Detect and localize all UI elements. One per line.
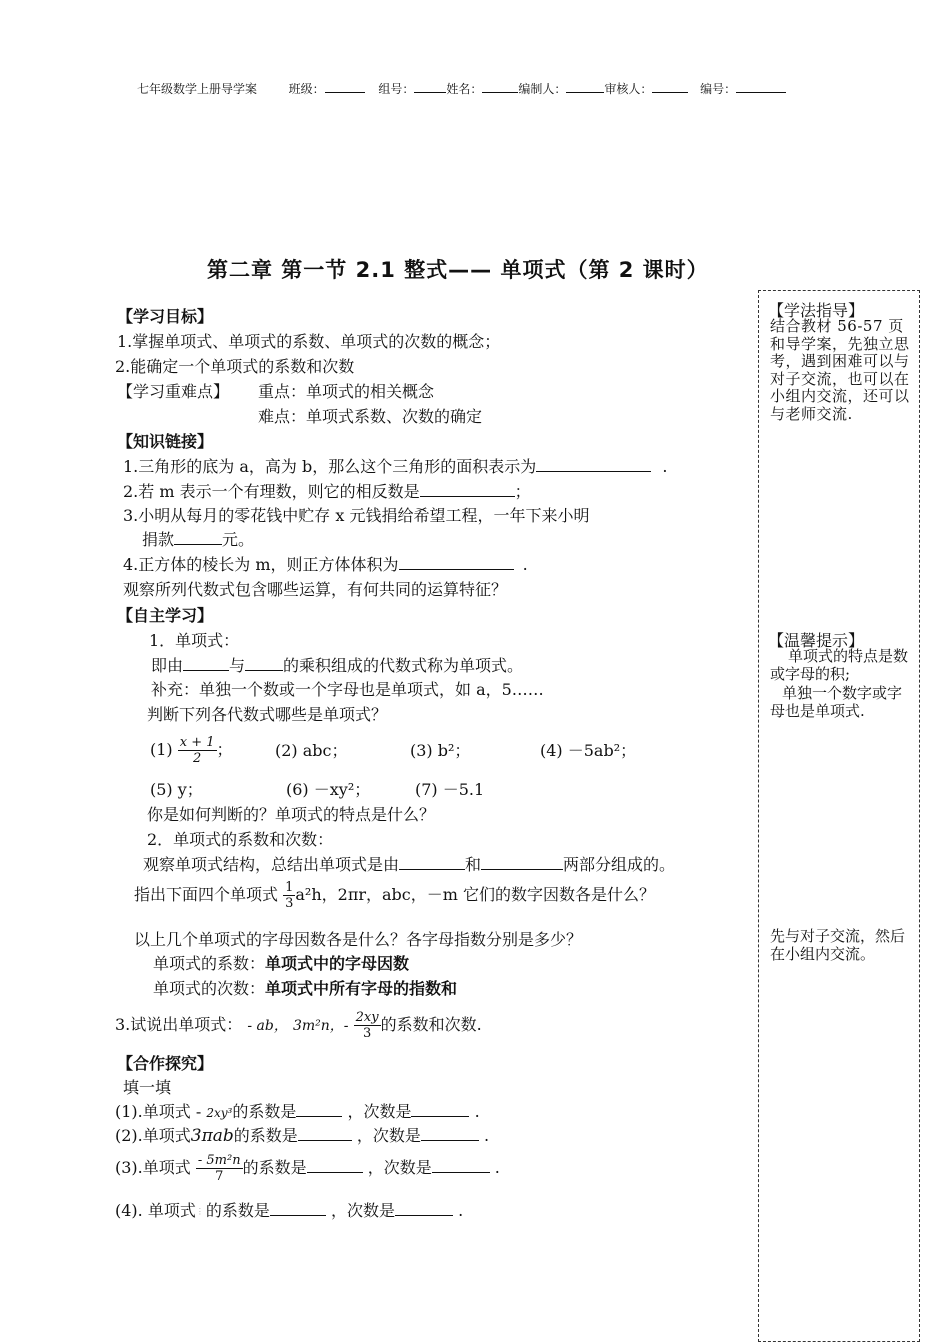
deg-def-text: 单项式中所有字母的指数和 [265, 979, 458, 998]
s2-observe-a: 观察单项式结构，总结出单项式是由 [143, 855, 400, 874]
s2-blank-1[interactable] [399, 855, 465, 870]
c1-mid: ，次数是 [347, 1102, 412, 1121]
s3-b: 的系数和次数. [380, 1015, 482, 1034]
editor-label: 编制人： [518, 82, 567, 96]
key-heading: 【学习重难点】 [117, 382, 230, 401]
link-q3b [142, 527, 254, 550]
c3-mid: ，次数是 [367, 1158, 432, 1177]
c3-deg-blank[interactable] [432, 1158, 490, 1173]
c1-deg-blank[interactable] [411, 1102, 469, 1117]
group-blank[interactable] [414, 80, 446, 93]
sidebar-frame [758, 290, 920, 1342]
c2-expr: 3πab [190, 1126, 234, 1146]
self-study-heading: 【自主学习】 [117, 606, 214, 625]
s2-point-num: 1 [285, 880, 294, 895]
c1-expr: 2xy³ [206, 1106, 233, 1120]
reviewer-blank[interactable] [652, 80, 688, 93]
goal-item-2: 2.能确定一个单项式的系数和次数 [115, 357, 355, 376]
course-name: 七年级数学上册导学案 [137, 82, 258, 96]
link-q2-text: 2.若 m 表示一个有理数，则它的相反数是 [123, 482, 420, 501]
c1-coef-blank[interactable] [296, 1102, 342, 1117]
deg-label: 单项式的次数： [153, 979, 266, 998]
item-4: (4) －5ab²； [540, 741, 637, 760]
goals-heading: 【学习目标】 [117, 307, 214, 326]
reviewer-label: 审核人： [604, 82, 653, 96]
c1-end: . [474, 1102, 480, 1121]
s2-observe-c: 两部分组成的。 [563, 855, 676, 874]
link-q2-end: ； [514, 482, 531, 501]
item-6: (6) －xy²； [286, 780, 371, 799]
link-q1-text: 1.三角形的底为 a，高为 b，那么这个三角形的面积表示为 [123, 457, 537, 476]
link-q3b-text: 捐款 [142, 530, 175, 549]
s1-blank-1[interactable] [183, 656, 229, 671]
s1-note: 补充：单独一个数或一个字母也是单项式，如 a，5…… [151, 680, 544, 699]
coop-q3 [115, 1153, 500, 1184]
coop-q1 [115, 1099, 480, 1122]
link-q4 [123, 552, 528, 575]
item-1-end: ； [216, 740, 233, 759]
s3-den: 3 [362, 1026, 372, 1041]
guide-heading: 【学法指导】 [768, 301, 865, 320]
link-q4-text: 4.正方体的棱长为 m，则正方体体积为 [123, 555, 399, 574]
c3-fraction [196, 1153, 243, 1184]
coefficient-def [153, 951, 409, 974]
s2-observe [143, 852, 675, 875]
item-3: (3) b²； [410, 741, 471, 760]
item-1-label: (1) [150, 740, 173, 759]
coop-q4 [115, 1198, 463, 1221]
s3-monomial-2: 3m²n，- [292, 1018, 349, 1034]
item-2: (2) abc； [275, 741, 348, 760]
fill-label: 填一填 [123, 1078, 172, 1097]
s1-blank-2[interactable] [245, 656, 283, 671]
name-blank[interactable] [482, 80, 518, 93]
name-label: 姓名： [446, 82, 483, 96]
coef-label: 单项式的系数： [153, 954, 266, 973]
s3-question [115, 1010, 482, 1041]
s2-point-fraction [283, 880, 295, 911]
group-label: 组号： [378, 82, 415, 96]
c2-coef-blank[interactable] [298, 1126, 352, 1141]
s1-def-c: 的乘积组成的代数式称为单项式。 [283, 656, 524, 675]
class-label: 班级： [288, 82, 325, 96]
c3-end: . [494, 1158, 500, 1177]
c4-deg-blank[interactable] [395, 1201, 453, 1216]
page-title: 第二章 第一节 2.1 整式—— 单项式（第 2 课时） [207, 258, 709, 282]
class-blank[interactable] [325, 80, 365, 93]
s1-title: 1．单项式： [149, 631, 240, 650]
c2-mid: ，次数是 [356, 1126, 421, 1145]
tip-heading: 【温馨提示】 [768, 631, 865, 650]
item-1-num: x + 1 [179, 735, 215, 750]
page-header [137, 80, 786, 97]
item-1 [150, 735, 233, 766]
s1-def-b: 与 [229, 656, 246, 675]
s1-question: 你是如何判断的？单项式的特点是什么？ [147, 805, 436, 824]
s2-letters: 以上几个单项式的字母因数各是什么？各字母指数分别是多少？ [134, 930, 583, 949]
link-q2-blank[interactable] [420, 482, 515, 497]
item-1-den: 2 [193, 751, 202, 766]
link-q1-end: . [662, 457, 668, 476]
coop-q2 [115, 1123, 489, 1146]
number-blank[interactable] [736, 80, 786, 93]
goal-item-1: 1.掌握单项式、单项式的系数、单项式的次数的概念； [117, 332, 501, 351]
c4-end: . [458, 1201, 464, 1220]
c4-expr-placeholder: ⋮ [195, 1207, 204, 1216]
number-label: 编号： [700, 82, 737, 96]
c2-b: 的系数是 [233, 1126, 298, 1145]
link-q1-blank[interactable] [536, 457, 651, 472]
s2-observe-b: 和 [465, 855, 482, 874]
degree-def [153, 976, 457, 999]
guide-text: 结合教材 56-57 页和导学案，先独立思考，遇到困难可以与对子交流，也可以在小组内交流，还可以与老师交流. [770, 317, 910, 423]
s3-num: 2xy [355, 1010, 379, 1025]
links-heading: 【知识链接】 [117, 432, 214, 451]
c4-mid: ，次数是 [330, 1201, 395, 1220]
c1-b: 的系数是 [232, 1102, 297, 1121]
link-q4-blank[interactable] [399, 555, 514, 570]
link-q3a: 3.小明从每月的零花钱中贮存 x 元钱捐给希望工程，一年下来小明 [123, 506, 590, 525]
tip-text-2: 单独一个数字或字母也是单项式. [770, 684, 903, 720]
link-observe: 观察所列代数式包含哪些运算，有何共同的运算特征？ [123, 580, 508, 599]
s3-monomial-1: - ab， [247, 1018, 288, 1034]
cooperate-heading: 【合作探究】 [117, 1054, 214, 1073]
c3-den: 7 [215, 1169, 224, 1184]
link-q2 [123, 479, 531, 502]
s2-point-b: a²h，2πr，abc，－m 它们的数字因数各是什么？ [295, 885, 655, 904]
c4-coef-blank[interactable] [270, 1201, 326, 1216]
s3-fraction [354, 1010, 381, 1041]
c3-coef-blank[interactable] [307, 1158, 363, 1173]
difficult-point: 难点：单项式系数、次数的确定 [258, 407, 483, 426]
tip-text-1: 单项式的特点是数或字母的积; [770, 647, 909, 683]
link-q1 [123, 454, 667, 477]
c2-a: (2).单项式 [115, 1126, 191, 1145]
s2-blank-2[interactable] [481, 855, 563, 870]
s1-definition [151, 653, 523, 676]
s1-def-a: 即由 [151, 656, 184, 675]
c1-a: (1).单项式 - [115, 1102, 202, 1121]
item-7: (7) －5.1 [415, 780, 485, 799]
s3-a: 3.试说出单项式： [115, 1015, 243, 1034]
c3-a: (3).单项式 [115, 1158, 191, 1177]
editor-blank[interactable] [566, 80, 604, 93]
item-1-fraction [178, 735, 217, 766]
exchange-text: 先与对子交流，然后在小组内交流。 [770, 927, 906, 963]
c4-b: 的系数是 [205, 1201, 270, 1220]
s2-point-a: 指出下面四个单项式 [134, 885, 279, 904]
item-5: (5) y； [150, 780, 203, 799]
c2-end: . [484, 1126, 490, 1145]
s2-point-den: 3 [285, 896, 294, 911]
coef-def-text: 单项式中的字母因数 [265, 954, 410, 973]
c3-num: - 5m²n [197, 1153, 241, 1168]
s2-title: 2．单项式的系数和次数： [147, 830, 334, 849]
link-q4-end: . [522, 555, 528, 574]
s2-point [134, 880, 655, 911]
link-q3-blank[interactable] [174, 530, 222, 545]
c2-deg-blank[interactable] [421, 1126, 479, 1141]
link-q3b-end: 元。 [222, 530, 255, 549]
c4-a: (4). 单项式 [115, 1201, 196, 1220]
key-point: 重点：单项式的相关概念 [258, 382, 435, 401]
c3-b: 的系数是 [242, 1158, 307, 1177]
s1-judge: 判断下列各代数式哪些是单项式？ [147, 705, 388, 724]
